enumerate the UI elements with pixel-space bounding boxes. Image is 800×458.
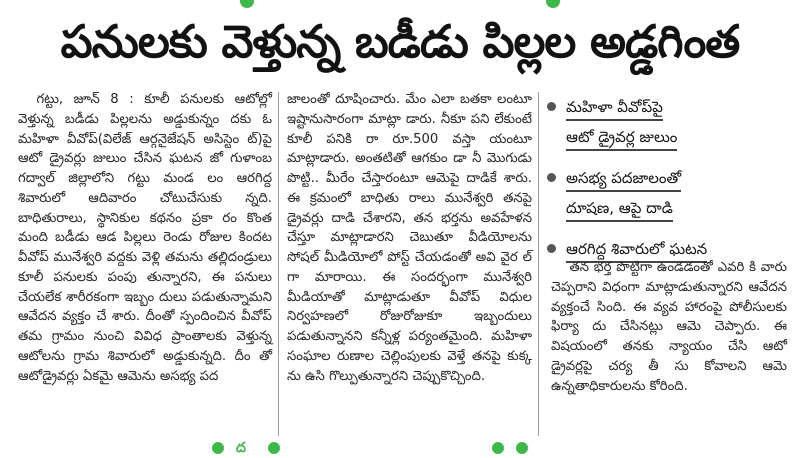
bottom-decoration-dot	[492, 442, 504, 454]
highlight-item	[545, 96, 790, 151]
column-divider	[278, 92, 279, 436]
article-paragraph: జాలంతో దూషించారు. మేం ఎలా బతకా లంటూ ఇష్టానుసారంగా మాట్లా డారు. నీకూ పని లేకుంటే కూలీ పనికి రా రూ.500 వస్తా యంటూ మాట్లాడారు. అంతటితో ఆగకుం డా నీ మొగుడు పొట్టి.. మీరేం చేస్తారంటూ ఆమెపై దాడికే శారు. ఈ క్రమంలో బాధితు రాలు మునేశ్వరి తనపై డ్రైవర్లు దాడి చేశారని, తన భర్తను అవహేళన చేస్తూ మాట్లాడారని చెబుతూ వీడియోలను సోషల్ మీడియోలో పోస్ట్ చేయడంతో అవి వైర ల్ గా మారాయి. ఈ సందర్భంగా మునేశ్వరి మీడియాతో మాట్లాడుతూ వీవోప్ విధుల నిర్వహణలో రోజురోజుకూ ఇబ్బందులు పడుతున్నానని కన్నీళ్ల పర్యంతమైంది. మహిళా సంఘాల రుణాల చెల్లింపులకు వెళ్తే తనపై కుక్క ను ఉసి గొల్పుతున్నారని చెప్పుకొచ్చింది.	[287, 92, 532, 384]
bullet-icon	[547, 173, 556, 182]
highlight-line: మహిళా వీవోప్‌పై	[566, 96, 663, 121]
article-column-2	[287, 90, 532, 426]
highlight-item	[545, 167, 790, 222]
highlight-line: ఆటో డ్రైవర్ల జులుం	[566, 126, 677, 151]
highlight-line: అసభ్య పదజాలంతో	[566, 167, 681, 192]
top-decoration-dot	[240, 0, 254, 8]
highlight-line: ఆరగిద్ద శివారులో ఘటన	[566, 238, 707, 263]
bottom-decoration-dot	[268, 442, 280, 454]
article-paragraph: గట్టు, జూన్ 8 : కూలీ పనులకు ఆటోల్లో వెళ్తున్న బడీడు పిల్లలను అడ్డుకున్నం దకు ఓ మహిళా వీవోప్(విలేజ్ ఆర్గనైజేషన్ అసిస్టెం ట్)పై ఆటో డ్రైవర్లు జులుం చేసిన ఘటన జో గుళాంబ గద్వాల్ జిల్లాలోని గట్టు మండ లం ఆరగిద్ద శివారులో ఆదివారం చోటుచేసుకు న్నది. బాధితురాలు, స్థానికుల కథనం ప్రకా రం కొంత మంది బడీడు ఆడ పిల్లలు రెండు రోజుల కిందట వీవోప్ మునేశ్వరి వద్దకు వెళ్లి తమను తల్లిదండ్రులు కూలీ పనులకు పంపు తున్నారని, ఈ పనులు చేయలేక శారీరకంగా ఇబ్బం దులు పడుతున్నామని ఆవేదన వ్యక్తం చే శారు. దీంతో స్పందించిన వీవోప్ తమ గ్రామం నుంచి వివిధ ప్రాంతాలకు వెళ్తున్న ఆటోలను గ్రామ శివారులో అడ్డుకున్నది. దీం తో ఆటోడ్రైవర్లు ఏకమై ఆమెను అసభ్య పద	[18, 92, 272, 384]
bottom-decoration-dot	[516, 442, 528, 454]
headline: పనులకు వెళ్తున్న బడీడు పిల్లల అడ్డగింత	[60, 15, 740, 68]
article-column-1	[18, 90, 272, 426]
top-decoration-dot	[546, 0, 560, 8]
highlight-line: దూషణ, ఆపై దాడి	[566, 197, 673, 222]
article-column-3	[551, 258, 787, 396]
highlights-box	[545, 96, 790, 279]
bullet-icon	[547, 244, 556, 253]
bottom-decoration-dot	[212, 442, 224, 454]
column-divider	[538, 92, 539, 436]
bullet-icon	[547, 102, 556, 111]
article-paragraph: తన భర్త పొట్టిగా ఉండడంతో ఎవరి కి వారు చెప్పరాని విధంగా మాట్లాడుతున్నారని ఆవేదన వ్యక్తంచే సింది. ఈ వ్యవ హారంపై పోలీసులకు ఫిర్యా దు చేసినట్లు ఆమె చెప్పారు. ఈ విషయంలో తనకు న్యాయం చేసి ఆటో డ్రైవర్లపై చర్య తీ సు కోవాలని ఆమె ఉన్నతాధికారులను కోరింది.	[551, 260, 787, 394]
bottom-decoration-text: ద	[236, 440, 246, 456]
